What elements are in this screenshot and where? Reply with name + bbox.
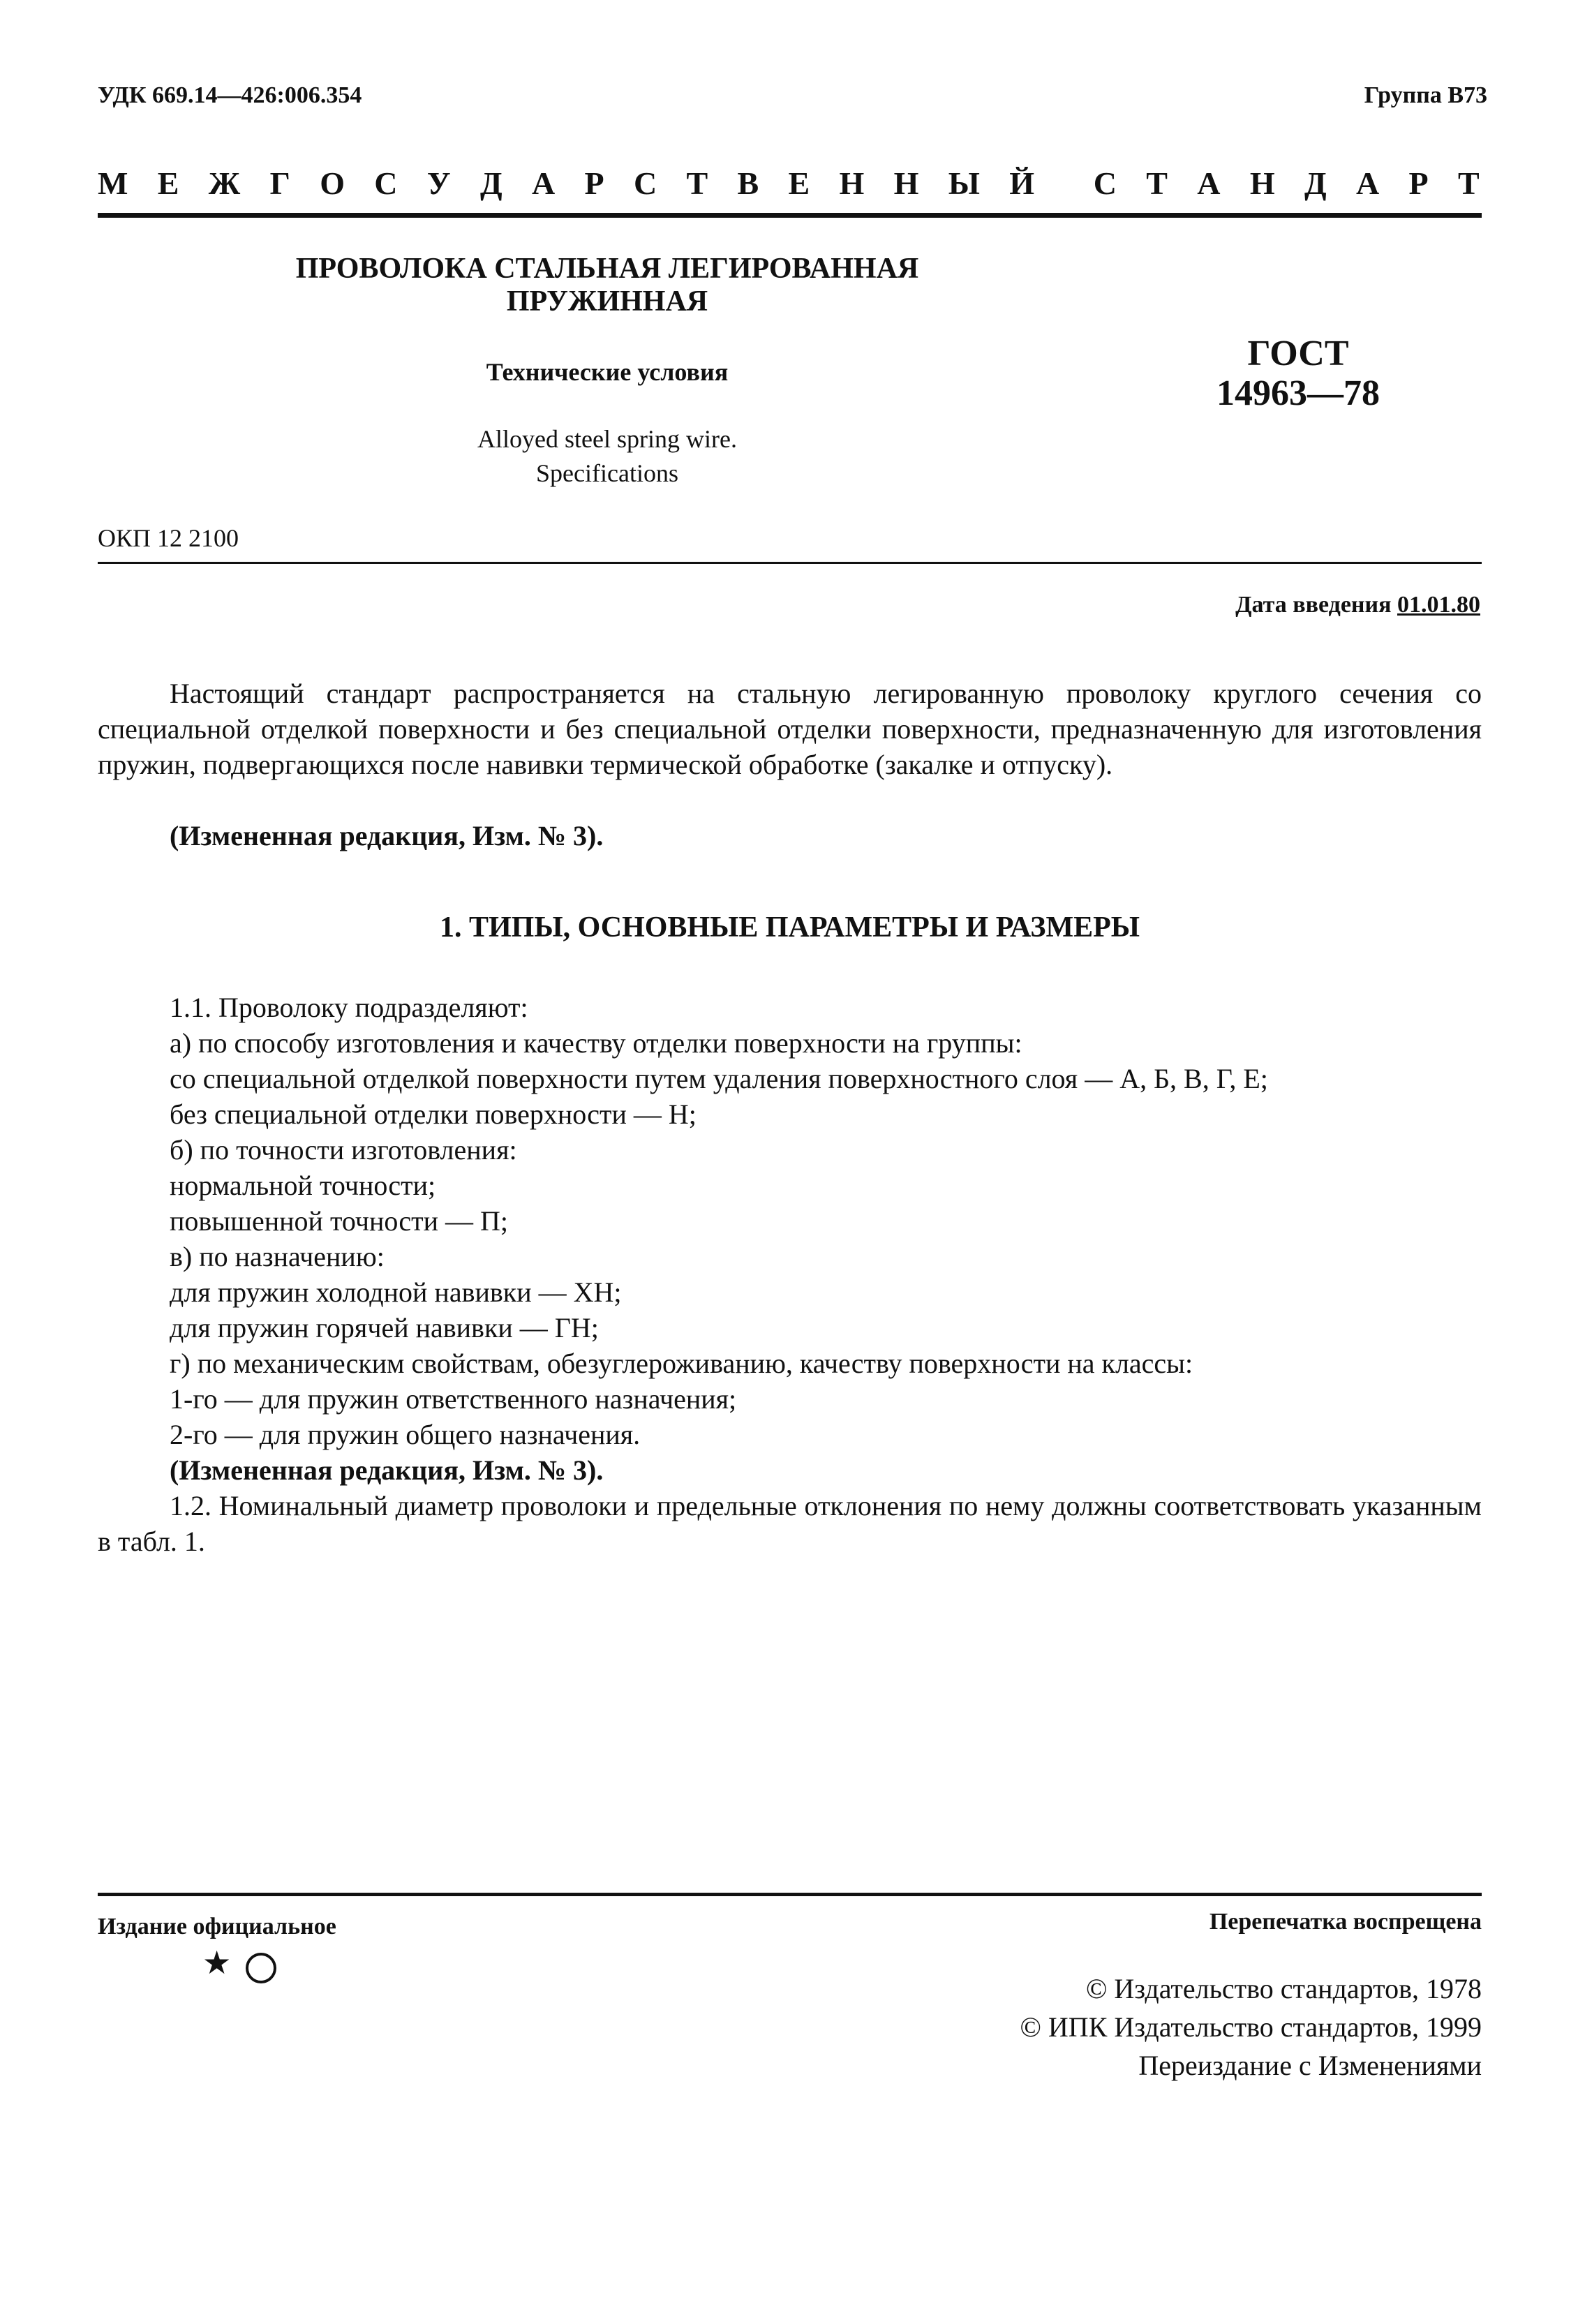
copyright-line-1: © Издательство стандартов, 1978 — [1085, 1973, 1482, 2004]
banner-letter: А — [1197, 165, 1221, 201]
list-item: 1.1. Проволоку подразделяют: — [170, 992, 528, 1023]
banner-letter: А — [531, 165, 556, 201]
banner-letter: Н — [1249, 165, 1275, 201]
group-code: Группа В73 — [1364, 82, 1487, 108]
section-1-heading: 1. ТИПЫ, ОСНОВНЫЕ ПАРАМЕТРЫ И РАЗМЕРЫ — [439, 911, 1140, 944]
banner-letter: С — [374, 165, 398, 201]
banner-letter: Г — [269, 165, 290, 201]
copyright-block — [1020, 1969, 1482, 2085]
copyright-line-2: © ИПК Издательство стандартов, 1999 — [1020, 2011, 1482, 2043]
reissue-line: Переиздание с Изменениями — [1138, 2050, 1482, 2081]
banner-letter: Е — [157, 165, 179, 201]
list-item: в) по назначению: — [170, 1241, 385, 1272]
banner-letter: Д — [1304, 165, 1327, 201]
list-item: г) по механическим свойствам, обезуглероживанию, качеству поверхности на классы: — [170, 1348, 1193, 1379]
bottom-rule — [98, 1893, 1482, 1896]
banner-letter: Д — [479, 165, 503, 201]
intro-paragraph: Настоящий стандарт распространяется на стальную легированную проволоку круглого сечения со специальной отделкой поверхности и без специальной отделки поверхности, предназначенную для изготовления пружин, подвергающихся после навивки термической обработке (закалке и отпуску). — [98, 678, 1482, 780]
list-item: со специальной отделкой поверхности путем удаления поверхностного слоя — А, Б, В, Г, Е; — [170, 1063, 1268, 1094]
banner-letter: С — [633, 165, 657, 201]
banner-letter: Ы — [948, 165, 980, 201]
banner-letter: Е — [788, 165, 810, 201]
list-item: 1-го — для пружин ответственного назначения; — [170, 1383, 737, 1415]
circle-icon — [246, 1953, 276, 1983]
banner-letter: Р — [584, 165, 604, 201]
banner-letter: О — [320, 165, 345, 201]
banner-letter: Н — [893, 165, 919, 201]
section-1-amendment-note: (Измененная редакция, Изм. № 3). — [170, 1454, 604, 1486]
reprint-prohibited-label: Перепечатка воспрещена — [1209, 1909, 1482, 1935]
official-edition-label: Издание официальное — [98, 1914, 336, 1939]
english-title — [237, 422, 977, 490]
clause-1-2-paragraph: 1.2. Номинальный диаметр проволоки и предельные отклонения по нему должны соответствовать указанным в табл. 1. — [98, 1490, 1482, 1557]
list-item: для пружин холодной навивки — ХН; — [170, 1276, 622, 1308]
date-value: 01.01.80 — [1397, 592, 1480, 618]
document-title — [237, 253, 977, 318]
okp-code: ОКП 12 2100 — [98, 524, 239, 552]
banner-letter: У — [426, 165, 451, 201]
banner-letter: С — [1093, 165, 1117, 201]
english-title-line-2: Specifications — [536, 459, 678, 487]
standard-banner — [98, 165, 1480, 202]
middle-rule — [98, 562, 1482, 564]
banner-letter: Т — [1457, 165, 1480, 201]
list-item: 2-го — для пружин общего назначения. — [170, 1419, 641, 1450]
banner-letter: Н — [839, 165, 865, 201]
intro-amendment-note: (Измененная редакция, Изм. № 3). — [170, 820, 604, 851]
banner-letter: Ж — [208, 165, 241, 201]
list-item: а) по способу изготовления и качеству отделки поверхности на группы: — [170, 1027, 1022, 1059]
udk-code: УДК 669.14—426:006.354 — [98, 82, 362, 108]
top-rule — [98, 213, 1482, 218]
list-item: нормальной точности; — [170, 1170, 436, 1201]
title-line-1: ПРОВОЛОКА СТАЛЬНАЯ ЛЕГИРОВАННАЯ — [295, 253, 919, 285]
banner-letter: В — [737, 165, 759, 201]
classification-list — [98, 990, 1482, 1488]
star-icon: ★ — [202, 1945, 232, 1981]
banner-letter: Р — [1408, 165, 1429, 201]
banner-letter: Т — [686, 165, 708, 201]
gost-label: ГОСТ — [1247, 334, 1349, 373]
banner-letter: М — [98, 165, 128, 201]
banner-letter: А — [1355, 165, 1380, 201]
gost-designation — [1186, 334, 1410, 413]
title-line-2: ПРУЖИННАЯ — [506, 285, 708, 318]
gost-number: 14963—78 — [1216, 373, 1380, 414]
list-item: б) по точности изготовления: — [170, 1134, 517, 1165]
banner-letter: Т — [1146, 165, 1168, 201]
date-label: Дата введения — [1235, 592, 1392, 618]
list-item: для пружин горячей навивки — ГН; — [170, 1312, 599, 1343]
effective-date — [1235, 592, 1480, 618]
list-item: без специальной отделки поверхности — Н; — [170, 1098, 697, 1130]
document-subtitle: Технические условия — [486, 358, 729, 386]
list-item: повышенной точности — П; — [170, 1205, 509, 1237]
banner-letter: Й — [1009, 165, 1035, 201]
english-title-line-1: Alloyed steel spring wire. — [477, 425, 737, 453]
